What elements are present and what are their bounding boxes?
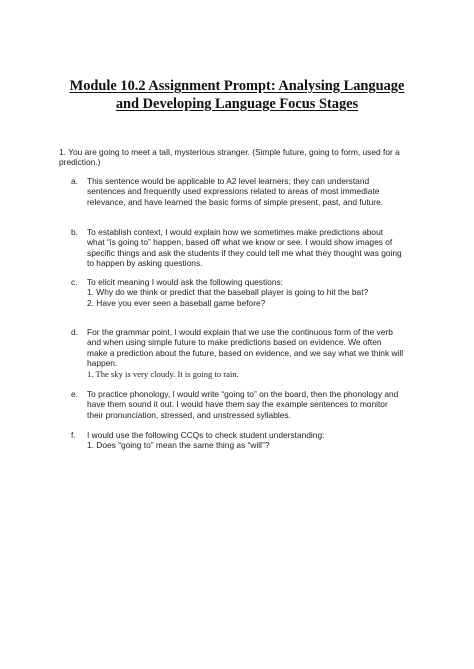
text-line: To practice phonology, I would write “going to” on the board, then the phonology and xyxy=(87,389,399,399)
text-line: their pronunciation, stressed, and unstressed syllables. xyxy=(87,409,291,420)
intro-line: prediction.) xyxy=(59,157,101,168)
list-marker: c. xyxy=(71,277,78,287)
list-item-text xyxy=(87,327,403,379)
list-marker: b. xyxy=(71,227,78,237)
title-line: and Developing Language Focus Stages xyxy=(115,96,359,112)
text-line: 1. Does “going to” mean the same thing as “will”? xyxy=(87,440,270,451)
text-line: specific things and ask the students if they could tell me what they thought was going xyxy=(87,247,402,258)
list-marker: a. xyxy=(71,176,78,186)
text-line: make a prediction about the future, based on evidence, and we say what we think will xyxy=(87,347,404,358)
text-line: 2. Have you ever seen a baseball game before? xyxy=(87,297,266,308)
text-line: 1. The sky is very cloudy. It is going to rain. xyxy=(87,368,239,379)
list-item-text xyxy=(87,389,398,420)
list-marker: e. xyxy=(71,389,78,399)
list-item-text xyxy=(87,277,368,308)
title-line: Module 10.2 Assignment Prompt: Analysing Language xyxy=(69,78,405,94)
text-line: have them sound it out. I would have them say the example sentences to monitor xyxy=(87,399,388,410)
text-line: To elicit meaning I would ask the following questions: xyxy=(87,277,283,287)
text-line: This sentence would be applicable to A2 level learners; they can understand xyxy=(87,176,370,186)
list-marker: f. xyxy=(71,430,76,440)
text-line: sentences and frequently used expressions related to areas of most immediate xyxy=(87,186,380,197)
list-item-text xyxy=(87,176,383,207)
list-marker: d. xyxy=(71,327,78,337)
list-item-text xyxy=(87,227,402,269)
text-line: and when using simple future to make predictions based on evidence. We often xyxy=(87,337,382,348)
text-line: to happen by asking questions. xyxy=(87,258,203,269)
list-item-text xyxy=(87,430,324,451)
text-line: 1. Why do we think or predict that the baseball player is going to hit the bat? xyxy=(87,287,369,298)
text-line: relevance, and have learned the basic forms of simple present, past, and future. xyxy=(87,196,384,207)
question-intro xyxy=(59,147,400,168)
text-line: I would use the following CCQs to check student understanding: xyxy=(87,430,325,440)
text-line: what “is going to” happen, based off what we know or see. I would show images of xyxy=(87,237,393,248)
text-line: To establish context, I would explain how we sometimes make predictions about xyxy=(87,227,384,237)
text-line: happen. xyxy=(87,358,118,369)
document-title xyxy=(40,77,434,113)
text-line: For the grammar point, I would explain that we use the continuous form of the verb xyxy=(87,327,393,337)
intro-line: 1. You are going to meet a tall, mysterious stranger. (Simple future, going to form, used for a xyxy=(59,147,400,157)
